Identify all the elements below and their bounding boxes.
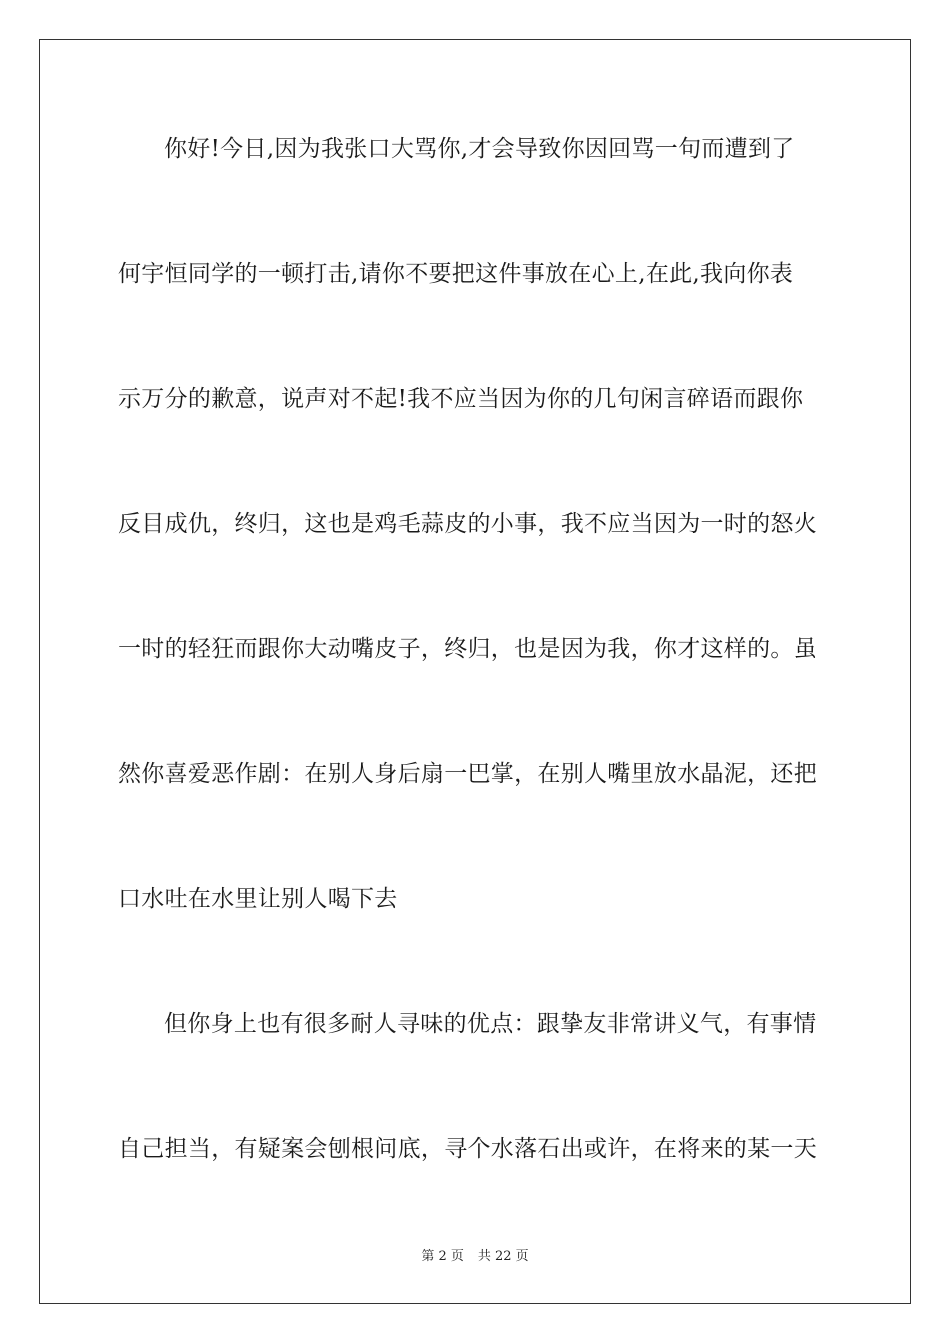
paragraph-1-line-2: 何宇恒同学的一顿打击,请你不要把这件事放在心上,在此,我向你表 bbox=[118, 261, 794, 287]
paragraph-2-line-2: 自己担当，有疑案会刨根问底，寻个水落石出或许，在将来的某一天 bbox=[118, 1136, 817, 1162]
paragraph-2-line-1: 但你身上也有很多耐人寻味的优点：跟挚友非常讲义气，有事情 bbox=[164, 1011, 817, 1037]
paragraph-1-line-4: 反目成仇，终归，这也是鸡毛蒜皮的小事，我不应当因为一时的怒火 bbox=[118, 511, 817, 537]
page-number: 第 2 页 bbox=[421, 1249, 464, 1264]
paragraph-1-line-1: 你好!今日,因为我张口大骂你,才会导致你因回骂一句而遭到了 bbox=[164, 136, 795, 162]
page-border bbox=[39, 39, 911, 1304]
total-pages: 共 22 页 bbox=[477, 1249, 529, 1264]
page-footer bbox=[0, 1248, 950, 1266]
paragraph-1-line-6: 然你喜爱恶作剧：在别人身后扇一巴掌，在别人嘴里放水晶泥，还把 bbox=[118, 761, 817, 787]
paragraph-1-line-7: 口水吐在水里让别人喝下去 bbox=[118, 886, 398, 912]
paragraph-1-line-5: 一时的轻狂而跟你大动嘴皮子，终归，也是因为我，你才这样的。虽 bbox=[118, 636, 817, 662]
paragraph-1-line-3: 示万分的歉意，说声对不起!我不应当因为你的几句闲言碎语而跟你 bbox=[118, 386, 804, 412]
